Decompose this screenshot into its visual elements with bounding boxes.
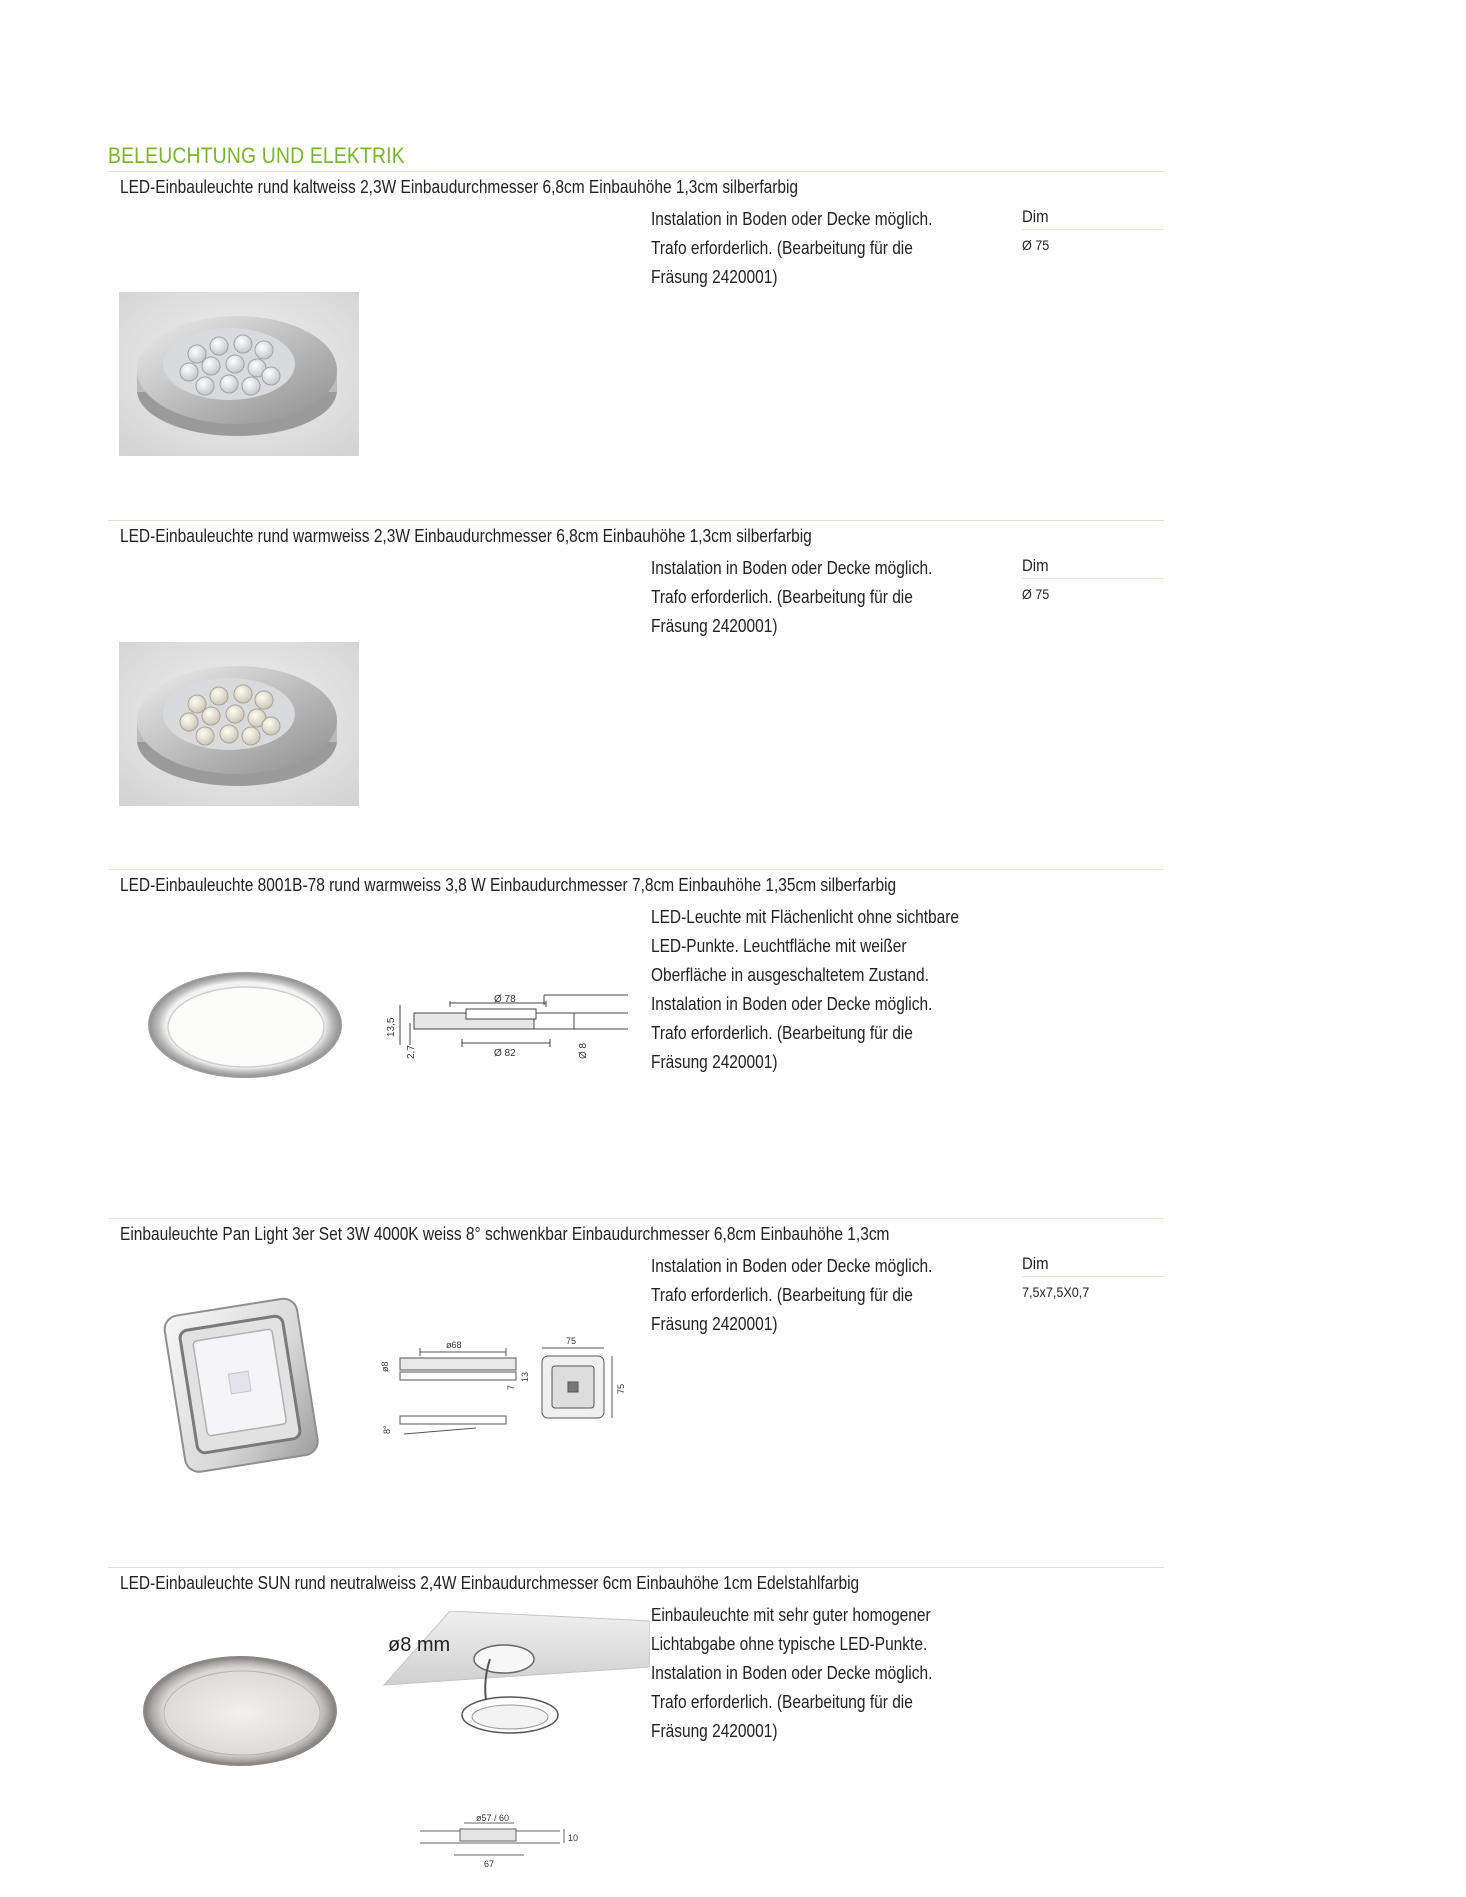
drawing-label-d-bottom: Ø 82 [494,1048,516,1059]
drawing-label-height: 13,5 [386,1017,397,1037]
technical-drawing [380,1324,640,1444]
drawing-label-width: 75 [566,1336,577,1346]
product-description: LED-Leuchte mit Flächenlicht ohne sichtbare LED-Punkte. Leuchtfläche mit weißer Oberfläche in ausgeschaltetem Zustand. Instalation in Boden oder Decke möglich. Trafo erforderlich. (Bearbeitung für die Fräsung 2420001) [651,907,960,1072]
drawing-label-tilt: 8° [382,1425,392,1434]
product-description: Instalation in Boden oder Decke möglich. Trafo erforderlich. (Bearbeitung für die Fräsung 2420001) [651,1256,933,1334]
dim-label: Dim [1022,207,1049,226]
technical-drawing [380,993,636,1065]
dim-divider [1022,229,1164,230]
product-title: LED-Einbauleuchte rund kaltweiss 2,3W Einbaudurchmesser 6,8cm Einbauhöhe 1,3cm silberfarbig [120,177,799,197]
drawing-label-height: 10 [568,1833,579,1843]
section-divider [108,171,1164,172]
dim-label: Dim [1022,1254,1049,1273]
product-title: LED-Einbauleuchte SUN rund neutralweiss 2,4W Einbaudurchmesser 6cm Einbauhöhe 1cm Edelstahlfarbig [120,1573,860,1593]
drawing-label-d-top: Ø 78 [494,994,516,1005]
drawing-label-hole: ø8 mm [388,1634,451,1656]
product-photo-pan-light [160,1284,326,1484]
section-divider [108,520,1164,521]
section-divider [108,869,1164,870]
technical-drawing [380,1611,650,1891]
drawing-label-cut: ø57 / 60 [476,1813,510,1823]
dim-divider [1022,1276,1164,1277]
drawing-label-small: 7 [506,1384,516,1390]
dim-value: Ø 75 [1022,586,1050,602]
page-heading: BELEUCHTUNG UND ELEKTRIK [108,143,405,168]
section-divider [108,1567,1164,1568]
drawing-label-cut: ø68 [446,1340,462,1350]
drawing-label-left: ø8 [380,1361,390,1372]
drawing-label-width: 67 [484,1859,495,1869]
product-photo-led-warm [119,642,359,806]
drawing-label-cable: Ø 8 [578,1042,589,1059]
drawing-label-right: 13 [520,1371,530,1382]
product-description: Einbauleuchte mit sehr guter homogener Lichtabgabe ohne typische LED-Punkte. Instalation in Boden oder Decke möglich. Trafo erforderlich. (Bearbeitung für die Fräsung 2420001) [651,1605,933,1741]
product-photo-sun [140,1649,340,1773]
dim-value: Ø 75 [1022,237,1050,253]
drawing-label-rim: 2,7 [406,1045,417,1059]
product-title: Einbauleuchte Pan Light 3er Set 3W 4000K weiss 8° schwenkbar Einbaudurchmesser 6,8cm Einbauhöhe 1,3cm [120,1224,890,1244]
dim-value: 7,5x7,5X0,7 [1022,1284,1090,1300]
section-divider [108,1218,1164,1219]
product-photo-led-cold [119,292,359,456]
product-title: LED-Einbauleuchte rund warmweiss 2,3W Einbaudurchmesser 6,8cm Einbauhöhe 1,3cm silberfarbig [120,526,812,546]
product-photo-flat-led [140,965,350,1085]
product-title: LED-Einbauleuchte 8001B-78 rund warmweiss 3,8 W Einbaudurchmesser 7,8cm Einbauhöhe 1,35cm silberfarbig [120,875,897,895]
dim-label: Dim [1022,556,1049,575]
dim-divider [1022,578,1164,579]
product-description: Instalation in Boden oder Decke möglich. Trafo erforderlich. (Bearbeitung für die Fräsung 2420001) [651,209,933,287]
product-description: Instalation in Boden oder Decke möglich. Trafo erforderlich. (Bearbeitung für die Fräsung 2420001) [651,558,933,636]
drawing-label-height: 75 [616,1383,626,1394]
